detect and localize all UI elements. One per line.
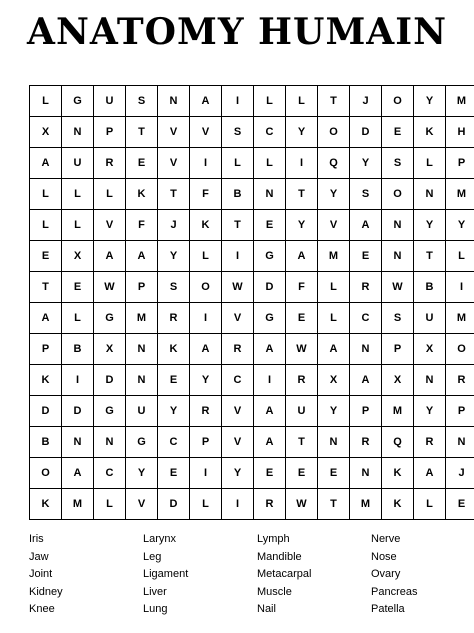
grid-cell[interactable]: I [222, 86, 254, 117]
grid-cell[interactable]: Y [318, 179, 350, 210]
grid-cell[interactable]: A [254, 427, 286, 458]
grid-cell[interactable]: N [318, 427, 350, 458]
grid-cell[interactable]: D [350, 117, 382, 148]
grid-cell[interactable]: V [222, 396, 254, 427]
grid-cell[interactable]: A [30, 303, 62, 334]
grid-cell[interactable]: X [94, 334, 126, 365]
grid-cell[interactable]: L [286, 86, 318, 117]
puzzle-title: ANATOMY HUMAIN [27, 11, 447, 53]
word-list-item: Liver [143, 585, 167, 598]
grid-cell[interactable]: N [62, 117, 94, 148]
grid-cell[interactable]: Y [350, 148, 382, 179]
grid-cell[interactable]: V [158, 117, 190, 148]
grid-cell[interactable]: L [414, 148, 446, 179]
grid-cell[interactable]: Y [414, 210, 446, 241]
grid-cell[interactable]: E [350, 241, 382, 272]
grid-cell[interactable]: X [382, 365, 414, 396]
grid-cell[interactable]: P [30, 334, 62, 365]
grid-cell[interactable]: I [446, 272, 474, 303]
grid-cell[interactable]: I [222, 241, 254, 272]
grid-cell[interactable]: L [62, 303, 94, 334]
grid-cell[interactable]: K [190, 210, 222, 241]
grid-cell[interactable]: I [190, 303, 222, 334]
grid-row [30, 489, 474, 520]
grid-cell[interactable]: M [446, 86, 474, 117]
grid-cell[interactable]: E [30, 241, 62, 272]
grid-cell[interactable]: Y [414, 396, 446, 427]
grid-cell[interactable]: S [222, 117, 254, 148]
grid-cell[interactable]: L [414, 489, 446, 520]
grid-cell[interactable]: P [446, 396, 474, 427]
grid-cell[interactable]: L [94, 489, 126, 520]
grid-cell[interactable]: F [126, 210, 158, 241]
word-list-item: Nail [257, 603, 276, 615]
grid-cell[interactable]: X [30, 117, 62, 148]
grid-cell[interactable]: Y [446, 210, 474, 241]
grid-cell[interactable]: G [254, 241, 286, 272]
grid-cell[interactable]: N [126, 334, 158, 365]
grid-cell[interactable]: Y [190, 365, 222, 396]
grid-cell[interactable]: B [30, 427, 62, 458]
grid-cell[interactable]: K [382, 458, 414, 489]
grid-cell[interactable]: R [158, 303, 190, 334]
grid-row [30, 272, 474, 303]
grid-cell[interactable]: P [350, 396, 382, 427]
grid-row [30, 86, 474, 117]
grid-row [30, 396, 474, 427]
grid-cell[interactable]: S [350, 179, 382, 210]
grid-cell[interactable]: R [350, 272, 382, 303]
grid-cell[interactable]: D [62, 396, 94, 427]
grid-cell[interactable]: D [30, 396, 62, 427]
grid-cell[interactable]: O [382, 179, 414, 210]
grid-cell[interactable]: A [190, 334, 222, 365]
grid-cell[interactable]: E [286, 303, 318, 334]
grid-row [30, 179, 474, 210]
grid-row [30, 458, 474, 489]
grid-cell[interactable]: J [158, 210, 190, 241]
grid-cell[interactable]: W [382, 272, 414, 303]
grid-cell[interactable]: A [94, 241, 126, 272]
grid-cell[interactable]: E [382, 117, 414, 148]
grid-cell[interactable]: I [190, 148, 222, 179]
grid-cell[interactable]: M [62, 489, 94, 520]
grid-cell[interactable]: G [254, 303, 286, 334]
grid-cell[interactable]: U [94, 86, 126, 117]
grid-cell[interactable]: R [350, 427, 382, 458]
grid-cell[interactable]: Y [414, 86, 446, 117]
grid-cell[interactable]: N [350, 334, 382, 365]
grid-cell[interactable]: B [414, 272, 446, 303]
grid-cell[interactable]: P [126, 272, 158, 303]
grid-cell[interactable]: T [286, 179, 318, 210]
grid-cell[interactable]: N [126, 365, 158, 396]
grid-cell[interactable]: G [62, 86, 94, 117]
grid-row [30, 148, 474, 179]
grid-cell[interactable]: D [254, 272, 286, 303]
grid-cell[interactable]: K [30, 489, 62, 520]
grid-cell[interactable]: U [126, 396, 158, 427]
grid-cell[interactable]: Y [222, 458, 254, 489]
grid-cell[interactable]: O [446, 334, 474, 365]
grid-cell[interactable]: N [414, 179, 446, 210]
grid-cell[interactable]: T [414, 241, 446, 272]
grid-cell[interactable]: L [94, 179, 126, 210]
grid-cell[interactable]: L [318, 272, 350, 303]
word-list-item: Metacarpal [257, 568, 312, 580]
grid-cell[interactable]: Y [158, 241, 190, 272]
grid-cell[interactable]: X [318, 365, 350, 396]
grid-cell[interactable]: T [318, 86, 350, 117]
grid-cell[interactable]: J [446, 458, 474, 489]
grid-cell[interactable]: N [446, 427, 474, 458]
word-list-item: Larynx [143, 533, 177, 545]
word-list-item: Ligament [143, 568, 189, 580]
grid-cell[interactable]: V [158, 148, 190, 179]
grid-cell[interactable]: V [94, 210, 126, 241]
grid-cell[interactable]: O [318, 117, 350, 148]
grid-cell[interactable]: K [158, 334, 190, 365]
grid-cell[interactable]: S [126, 86, 158, 117]
grid-cell[interactable]: L [446, 241, 474, 272]
grid-cell[interactable]: N [350, 458, 382, 489]
grid-cell[interactable]: M [382, 396, 414, 427]
grid-cell[interactable]: A [126, 241, 158, 272]
grid-cell[interactable]: Y [158, 396, 190, 427]
grid-cell[interactable]: J [350, 86, 382, 117]
grid-cell[interactable]: I [286, 148, 318, 179]
grid-cell[interactable]: G [94, 396, 126, 427]
grid-cell[interactable]: N [382, 241, 414, 272]
grid-cell[interactable]: F [190, 179, 222, 210]
grid-cell[interactable]: M [350, 489, 382, 520]
grid-cell[interactable]: N [414, 365, 446, 396]
grid-cell[interactable]: K [30, 365, 62, 396]
word-list-item: Jaw [29, 550, 49, 563]
grid-cell[interactable]: A [350, 365, 382, 396]
grid-cell[interactable]: M [126, 303, 158, 334]
grid-cell[interactable]: X [414, 334, 446, 365]
grid-cell[interactable]: O [382, 86, 414, 117]
grid-cell[interactable]: M [446, 179, 474, 210]
grid-cell[interactable]: T [126, 117, 158, 148]
grid-cell[interactable]: B [62, 334, 94, 365]
grid-cell[interactable]: V [318, 210, 350, 241]
grid-cell[interactable]: Q [318, 148, 350, 179]
grid-cell[interactable]: Y [126, 458, 158, 489]
grid-cell[interactable]: P [190, 427, 222, 458]
grid-cell[interactable]: I [62, 365, 94, 396]
grid-cell[interactable]: C [350, 303, 382, 334]
word-list-item: Pancreas [371, 585, 418, 598]
grid-cell[interactable]: T [318, 489, 350, 520]
grid-cell[interactable]: V [222, 427, 254, 458]
word-list-item: Nose [371, 550, 397, 563]
word-list-item: Ovary [371, 568, 401, 580]
word-list [29, 531, 469, 623]
grid-cell[interactable]: U [286, 396, 318, 427]
word-list-item: Iris [29, 533, 44, 545]
grid-cell[interactable]: E [158, 365, 190, 396]
grid-row [30, 210, 474, 241]
grid-cell[interactable]: L [30, 210, 62, 241]
word-list-item: Muscle [257, 585, 292, 598]
grid-cell[interactable]: P [94, 117, 126, 148]
grid-row [30, 117, 474, 148]
grid-cell[interactable]: T [30, 272, 62, 303]
grid-cell[interactable]: W [222, 272, 254, 303]
grid-cell[interactable]: L [190, 489, 222, 520]
grid-cell[interactable]: G [126, 427, 158, 458]
grid-cell[interactable]: N [254, 179, 286, 210]
grid-cell[interactable]: R [190, 396, 222, 427]
grid-cell[interactable]: U [414, 303, 446, 334]
grid-cell[interactable]: N [158, 86, 190, 117]
grid-cell[interactable]: K [414, 117, 446, 148]
grid-cell[interactable]: F [286, 272, 318, 303]
grid-cell[interactable]: C [94, 458, 126, 489]
grid-cell[interactable]: O [190, 272, 222, 303]
grid-cell[interactable]: L [190, 241, 222, 272]
grid-cell[interactable]: I [254, 365, 286, 396]
grid-row [30, 334, 474, 365]
grid-cell[interactable]: A [254, 396, 286, 427]
word-list-item: Kidney [29, 585, 63, 598]
word-list-item: Joint [29, 568, 53, 580]
grid-cell[interactable]: W [286, 489, 318, 520]
grid-cell[interactable]: B [222, 179, 254, 210]
word-list-item: Knee [29, 603, 55, 615]
grid-cell[interactable]: A [62, 458, 94, 489]
grid-cell[interactable]: E [254, 458, 286, 489]
grid-cell[interactable]: A [190, 86, 222, 117]
grid-cell[interactable]: T [222, 210, 254, 241]
grid-cell[interactable]: Y [286, 117, 318, 148]
grid-cell[interactable]: D [158, 489, 190, 520]
grid-cell[interactable]: K [126, 179, 158, 210]
grid-cell[interactable]: E [286, 458, 318, 489]
grid-cell[interactable]: L [30, 179, 62, 210]
grid-cell[interactable]: A [30, 148, 62, 179]
grid-cell[interactable]: O [30, 458, 62, 489]
grid-row [30, 365, 474, 396]
grid-cell[interactable]: R [222, 334, 254, 365]
grid-cell[interactable]: A [286, 241, 318, 272]
grid-cell[interactable]: R [94, 148, 126, 179]
grid-cell[interactable]: E [254, 210, 286, 241]
grid-cell[interactable]: Q [382, 427, 414, 458]
grid-cell[interactable]: L [30, 86, 62, 117]
grid-cell[interactable]: S [382, 148, 414, 179]
grid-cell[interactable]: L [62, 179, 94, 210]
grid-cell[interactable]: E [158, 458, 190, 489]
grid-cell[interactable]: E [62, 272, 94, 303]
grid-cell[interactable]: R [414, 427, 446, 458]
grid-cell[interactable]: L [318, 303, 350, 334]
grid-cell[interactable]: N [62, 427, 94, 458]
grid-cell[interactable]: N [94, 427, 126, 458]
grid-cell[interactable]: X [62, 241, 94, 272]
grid-cell[interactable]: R [446, 365, 474, 396]
grid-cell[interactable]: L [222, 148, 254, 179]
grid-cell[interactable]: T [286, 427, 318, 458]
grid-cell[interactable]: C [254, 117, 286, 148]
word-list-item: Mandible [257, 550, 302, 563]
grid-cell[interactable]: L [254, 148, 286, 179]
grid-cell[interactable]: G [94, 303, 126, 334]
grid-cell[interactable]: C [222, 365, 254, 396]
word-list-item: Lymph [257, 533, 290, 545]
grid-cell[interactable]: H [446, 117, 474, 148]
word-list-item: Leg [143, 550, 162, 563]
grid-cell[interactable]: E [446, 489, 474, 520]
grid-cell[interactable]: Y [318, 396, 350, 427]
grid-cell[interactable]: D [94, 365, 126, 396]
grid-row [30, 303, 474, 334]
grid-cell[interactable]: S [158, 272, 190, 303]
grid-cell[interactable]: W [286, 334, 318, 365]
word-search-grid [29, 85, 474, 520]
grid-cell[interactable]: A [414, 458, 446, 489]
grid-cell[interactable]: A [254, 334, 286, 365]
word-list-item: Patella [371, 603, 405, 615]
grid-cell[interactable]: E [126, 148, 158, 179]
grid-cell[interactable]: N [382, 210, 414, 241]
grid-cell[interactable]: L [254, 86, 286, 117]
grid-cell[interactable]: P [382, 334, 414, 365]
grid-cell[interactable]: C [158, 427, 190, 458]
grid-cell[interactable]: R [286, 365, 318, 396]
grid-cell[interactable]: W [94, 272, 126, 303]
grid-cell[interactable]: A [350, 210, 382, 241]
grid-cell[interactable]: M [446, 303, 474, 334]
grid-cell[interactable]: K [382, 489, 414, 520]
grid-cell[interactable]: T [158, 179, 190, 210]
grid-cell[interactable]: A [318, 334, 350, 365]
grid-row [30, 427, 474, 458]
grid-cell[interactable]: V [190, 117, 222, 148]
grid-cell[interactable]: L [62, 210, 94, 241]
grid-cell[interactable]: V [222, 303, 254, 334]
word-list-item: Lung [143, 603, 168, 615]
grid-cell[interactable]: I [190, 458, 222, 489]
grid-row [30, 241, 474, 272]
grid-cell[interactable]: M [318, 241, 350, 272]
grid-cell[interactable]: P [446, 148, 474, 179]
grid-cell[interactable]: E [318, 458, 350, 489]
grid-cell[interactable]: Y [286, 210, 318, 241]
grid-cell[interactable]: U [62, 148, 94, 179]
grid-cell[interactable]: S [382, 303, 414, 334]
grid-cell[interactable]: I [222, 489, 254, 520]
grid-cell[interactable]: V [126, 489, 158, 520]
grid-cell[interactable]: R [254, 489, 286, 520]
word-list-item: Nerve [371, 533, 401, 545]
